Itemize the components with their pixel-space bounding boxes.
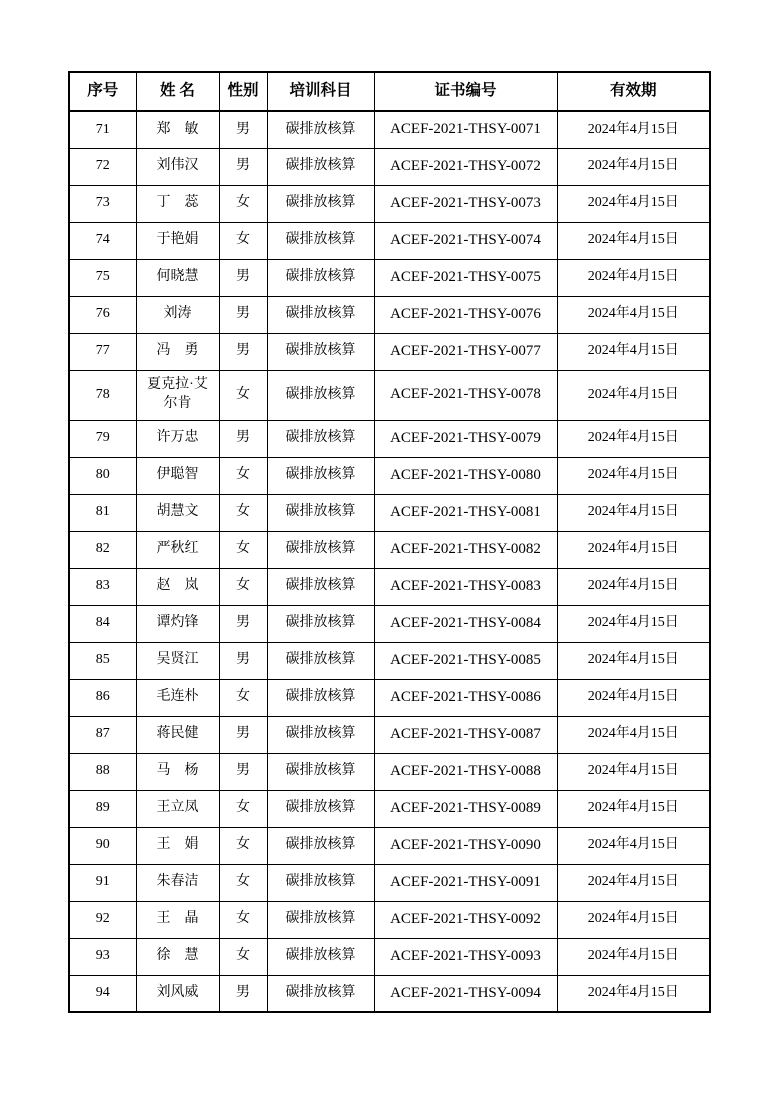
cert-number-cell: ACEF-2021-THSY-0077 [374,333,557,370]
table-row [69,222,710,259]
subject-cell: 碳排放核算 [267,568,374,605]
table-row [69,864,710,901]
subject-cell: 碳排放核算 [267,605,374,642]
validity-cell: 2024年4月15日 [557,975,710,1012]
cert-number-cell: ACEF-2021-THSY-0090 [374,827,557,864]
subject-cell: 碳排放核算 [267,531,374,568]
subject-cell: 碳排放核算 [267,827,374,864]
cert-number-cell: ACEF-2021-THSY-0078 [374,370,557,420]
gender-cell: 男 [219,333,267,370]
index-cell: 78 [69,370,136,420]
table-row [69,494,710,531]
gender-cell: 女 [219,679,267,716]
subject-cell: 碳排放核算 [267,185,374,222]
cert-number-cell: ACEF-2021-THSY-0093 [374,938,557,975]
table-row [69,901,710,938]
validity-cell: 2024年4月15日 [557,605,710,642]
table-row [69,790,710,827]
subject-cell: 碳排放核算 [267,148,374,185]
gender-cell: 男 [219,716,267,753]
subject-cell: 碳排放核算 [267,333,374,370]
index-cell: 73 [69,185,136,222]
cert-number-cell: ACEF-2021-THSY-0073 [374,185,557,222]
table-row [69,370,710,420]
gender-cell: 男 [219,975,267,1012]
validity-cell: 2024年4月15日 [557,185,710,222]
index-cell: 92 [69,901,136,938]
subject-cell: 碳排放核算 [267,790,374,827]
validity-cell: 2024年4月15日 [557,790,710,827]
name-cell: 王 娟 [136,827,219,864]
name-cell: 夏克拉·艾尔肯 [136,370,219,420]
index-cell: 91 [69,864,136,901]
column-header-subject: 培训科目 [267,72,374,111]
name-cell: 胡慧文 [136,494,219,531]
index-cell: 72 [69,148,136,185]
table-row [69,605,710,642]
validity-cell: 2024年4月15日 [557,827,710,864]
validity-cell: 2024年4月15日 [557,111,710,148]
gender-cell: 男 [219,642,267,679]
gender-cell: 男 [219,259,267,296]
table-row [69,568,710,605]
table-header [69,72,710,111]
table-row [69,975,710,1012]
cert-number-cell: ACEF-2021-THSY-0087 [374,716,557,753]
validity-cell: 2024年4月15日 [557,148,710,185]
name-cell: 刘涛 [136,296,219,333]
subject-cell: 碳排放核算 [267,420,374,457]
validity-cell: 2024年4月15日 [557,333,710,370]
name-cell: 冯 勇 [136,333,219,370]
column-header-serial: 序号 [69,72,136,111]
gender-cell: 男 [219,111,267,148]
cert-number-cell: ACEF-2021-THSY-0076 [374,296,557,333]
table-row [69,938,710,975]
table-row [69,296,710,333]
subject-cell: 碳排放核算 [267,370,374,420]
validity-cell: 2024年4月15日 [557,296,710,333]
table-row [69,457,710,494]
index-cell: 82 [69,531,136,568]
table-row [69,531,710,568]
table-row [69,185,710,222]
gender-cell: 女 [219,568,267,605]
name-cell: 赵 岚 [136,568,219,605]
table-body [69,111,710,1012]
cert-number-cell: ACEF-2021-THSY-0082 [374,531,557,568]
cert-number-cell: ACEF-2021-THSY-0089 [374,790,557,827]
index-cell: 94 [69,975,136,1012]
validity-cell: 2024年4月15日 [557,531,710,568]
validity-cell: 2024年4月15日 [557,420,710,457]
name-cell: 伊聪智 [136,457,219,494]
cert-number-cell: ACEF-2021-THSY-0071 [374,111,557,148]
name-cell: 谭灼锋 [136,605,219,642]
cert-number-cell: ACEF-2021-THSY-0092 [374,901,557,938]
name-cell: 马 杨 [136,753,219,790]
index-cell: 77 [69,333,136,370]
name-cell: 许万忠 [136,420,219,457]
index-cell: 76 [69,296,136,333]
name-cell: 蒋民健 [136,716,219,753]
subject-cell: 碳排放核算 [267,716,374,753]
index-cell: 88 [69,753,136,790]
validity-cell: 2024年4月15日 [557,716,710,753]
gender-cell: 男 [219,605,267,642]
table-row [69,333,710,370]
index-cell: 80 [69,457,136,494]
table-row [69,111,710,148]
gender-cell: 女 [219,827,267,864]
subject-cell: 碳排放核算 [267,296,374,333]
index-cell: 79 [69,420,136,457]
subject-cell: 碳排放核算 [267,259,374,296]
index-cell: 74 [69,222,136,259]
subject-cell: 碳排放核算 [267,642,374,679]
cert-number-cell: ACEF-2021-THSY-0086 [374,679,557,716]
name-cell: 朱春洁 [136,864,219,901]
gender-cell: 女 [219,864,267,901]
validity-cell: 2024年4月15日 [557,938,710,975]
subject-cell: 碳排放核算 [267,938,374,975]
validity-cell: 2024年4月15日 [557,494,710,531]
gender-cell: 男 [219,296,267,333]
index-cell: 90 [69,827,136,864]
name-cell: 徐 慧 [136,938,219,975]
table-row [69,827,710,864]
name-cell: 刘风威 [136,975,219,1012]
validity-cell: 2024年4月15日 [557,864,710,901]
gender-cell: 男 [219,420,267,457]
index-cell: 87 [69,716,136,753]
name-cell: 毛连朴 [136,679,219,716]
column-header-cert-number: 证书编号 [374,72,557,111]
gender-cell: 女 [219,494,267,531]
gender-cell: 女 [219,790,267,827]
cert-number-cell: ACEF-2021-THSY-0080 [374,457,557,494]
cert-number-cell: ACEF-2021-THSY-0079 [374,420,557,457]
cert-number-cell: ACEF-2021-THSY-0084 [374,605,557,642]
gender-cell: 女 [219,901,267,938]
column-header-validity: 有效期 [557,72,710,111]
name-cell: 何晓慧 [136,259,219,296]
validity-cell: 2024年4月15日 [557,222,710,259]
subject-cell: 碳排放核算 [267,457,374,494]
gender-cell: 男 [219,753,267,790]
name-cell: 王 晶 [136,901,219,938]
subject-cell: 碳排放核算 [267,901,374,938]
subject-cell: 碳排放核算 [267,494,374,531]
header-row [69,72,710,111]
index-cell: 83 [69,568,136,605]
subject-cell: 碳排放核算 [267,222,374,259]
subject-cell: 碳排放核算 [267,679,374,716]
column-header-name: 姓 名 [136,72,219,111]
index-cell: 93 [69,938,136,975]
cert-number-cell: ACEF-2021-THSY-0083 [374,568,557,605]
validity-cell: 2024年4月15日 [557,457,710,494]
cert-number-cell: ACEF-2021-THSY-0075 [374,259,557,296]
table-row [69,642,710,679]
validity-cell: 2024年4月15日 [557,568,710,605]
name-cell: 王立凤 [136,790,219,827]
table-row [69,420,710,457]
index-cell: 89 [69,790,136,827]
subject-cell: 碳排放核算 [267,753,374,790]
name-cell: 郑 敏 [136,111,219,148]
subject-cell: 碳排放核算 [267,975,374,1012]
cert-number-cell: ACEF-2021-THSY-0088 [374,753,557,790]
column-header-gender: 性别 [219,72,267,111]
subject-cell: 碳排放核算 [267,864,374,901]
index-cell: 85 [69,642,136,679]
cert-number-cell: ACEF-2021-THSY-0085 [374,642,557,679]
gender-cell: 女 [219,531,267,568]
table-row [69,753,710,790]
name-cell: 丁 蕊 [136,185,219,222]
validity-cell: 2024年4月15日 [557,901,710,938]
certificate-roster-table [68,71,711,1013]
table-row [69,259,710,296]
index-cell: 71 [69,111,136,148]
table-row [69,679,710,716]
gender-cell: 女 [219,938,267,975]
index-cell: 75 [69,259,136,296]
table-row [69,148,710,185]
cert-number-cell: ACEF-2021-THSY-0072 [374,148,557,185]
gender-cell: 男 [219,148,267,185]
index-cell: 81 [69,494,136,531]
name-cell: 于艳娟 [136,222,219,259]
validity-cell: 2024年4月15日 [557,642,710,679]
cert-number-cell: ACEF-2021-THSY-0081 [374,494,557,531]
index-cell: 84 [69,605,136,642]
name-cell: 刘伟汉 [136,148,219,185]
gender-cell: 女 [219,370,267,420]
gender-cell: 女 [219,457,267,494]
cert-number-cell: ACEF-2021-THSY-0094 [374,975,557,1012]
table-row [69,716,710,753]
validity-cell: 2024年4月15日 [557,370,710,420]
index-cell: 86 [69,679,136,716]
validity-cell: 2024年4月15日 [557,753,710,790]
subject-cell: 碳排放核算 [267,111,374,148]
cert-number-cell: ACEF-2021-THSY-0091 [374,864,557,901]
name-cell: 严秋红 [136,531,219,568]
gender-cell: 女 [219,185,267,222]
gender-cell: 女 [219,222,267,259]
name-cell: 吴贤江 [136,642,219,679]
validity-cell: 2024年4月15日 [557,679,710,716]
cert-number-cell: ACEF-2021-THSY-0074 [374,222,557,259]
validity-cell: 2024年4月15日 [557,259,710,296]
